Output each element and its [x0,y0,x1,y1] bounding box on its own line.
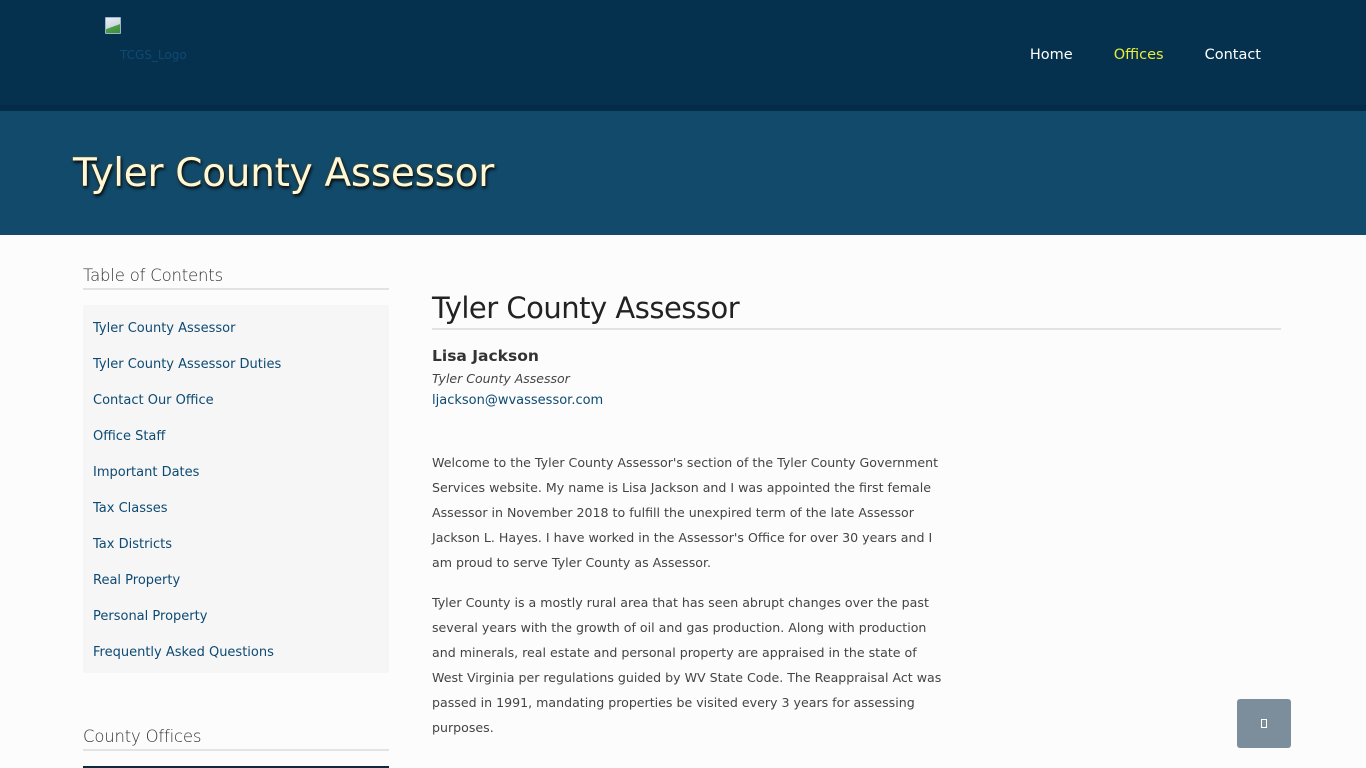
nav-offices[interactable]: Offices [1113,47,1164,63]
toc-item-tax-classes[interactable]: Tax Classes [93,501,168,516]
assessor-email-link[interactable]: ljackson@wvassessor.com [432,393,604,408]
assessor-title: Tyler County Assessor [432,371,570,386]
broken-image-icon [105,17,121,34]
assessor-name: Lisa Jackson [432,347,539,365]
nav-home[interactable]: Home [1029,47,1073,63]
site-logo[interactable] [105,17,205,77]
toc-item-contact-our-office[interactable]: Contact Our Office [93,393,214,408]
toc-item-office-staff[interactable]: Office Staff [93,429,166,444]
site-header [0,0,1366,111]
sidebar [83,266,389,746]
toc-item-important-dates[interactable]: Important Dates [93,465,200,480]
arrow-up-icon [1261,719,1267,728]
toc-item-real-property[interactable]: Real Property [93,573,181,588]
section-heading: Tyler County Assessor [432,290,1281,330]
toc-title: Table of Contents [83,266,389,290]
main-nav [989,46,1261,64]
toc-item-tyler-county-assessor[interactable]: Tyler County Assessor [93,321,236,336]
toc-item-faq[interactable]: Frequently Asked Questions [93,645,274,660]
hero-banner [0,111,1366,235]
page-title: Tyler County Assessor [73,151,494,196]
intro-text [432,450,942,740]
county-offices-title: County Offices [83,727,389,751]
table-of-contents [83,305,389,673]
toc-item-tax-districts[interactable]: Tax Districts [93,537,173,552]
nav-contact[interactable]: Contact [1204,47,1261,63]
intro-paragraph-1: Welcome to the Tyler County Assessor's section of the Tyler County Government Services website. My name is Lisa Jackson and I was appointed the first female Assessor in November 2018 to fulfill the unexpired term of the late Assessor Jackson L. Hayes. I have worked in the Assessor's Office for over 30 years and I am proud to serve Tyler County as Assessor. [432,455,939,570]
toc-item-personal-property[interactable]: Personal Property [93,609,208,624]
back-to-top-button[interactable] [1237,699,1291,748]
main-content [432,290,1281,755]
toc-item-assessor-duties[interactable]: Tyler County Assessor Duties [93,357,282,372]
logo-alt-text: TCGS_Logo [120,48,187,62]
intro-paragraph-2: Tyler County is a mostly rural area that has seen abrupt changes over the past several years with the growth of oil and gas production. Along with production and minerals, real estate and personal property are appraised in the state of West Virginia per regulations guided by WV State Code. The Reappraisal Act was passed in 1991, mandating properties be visited every 3 years for assessing purposes. [432,595,942,735]
